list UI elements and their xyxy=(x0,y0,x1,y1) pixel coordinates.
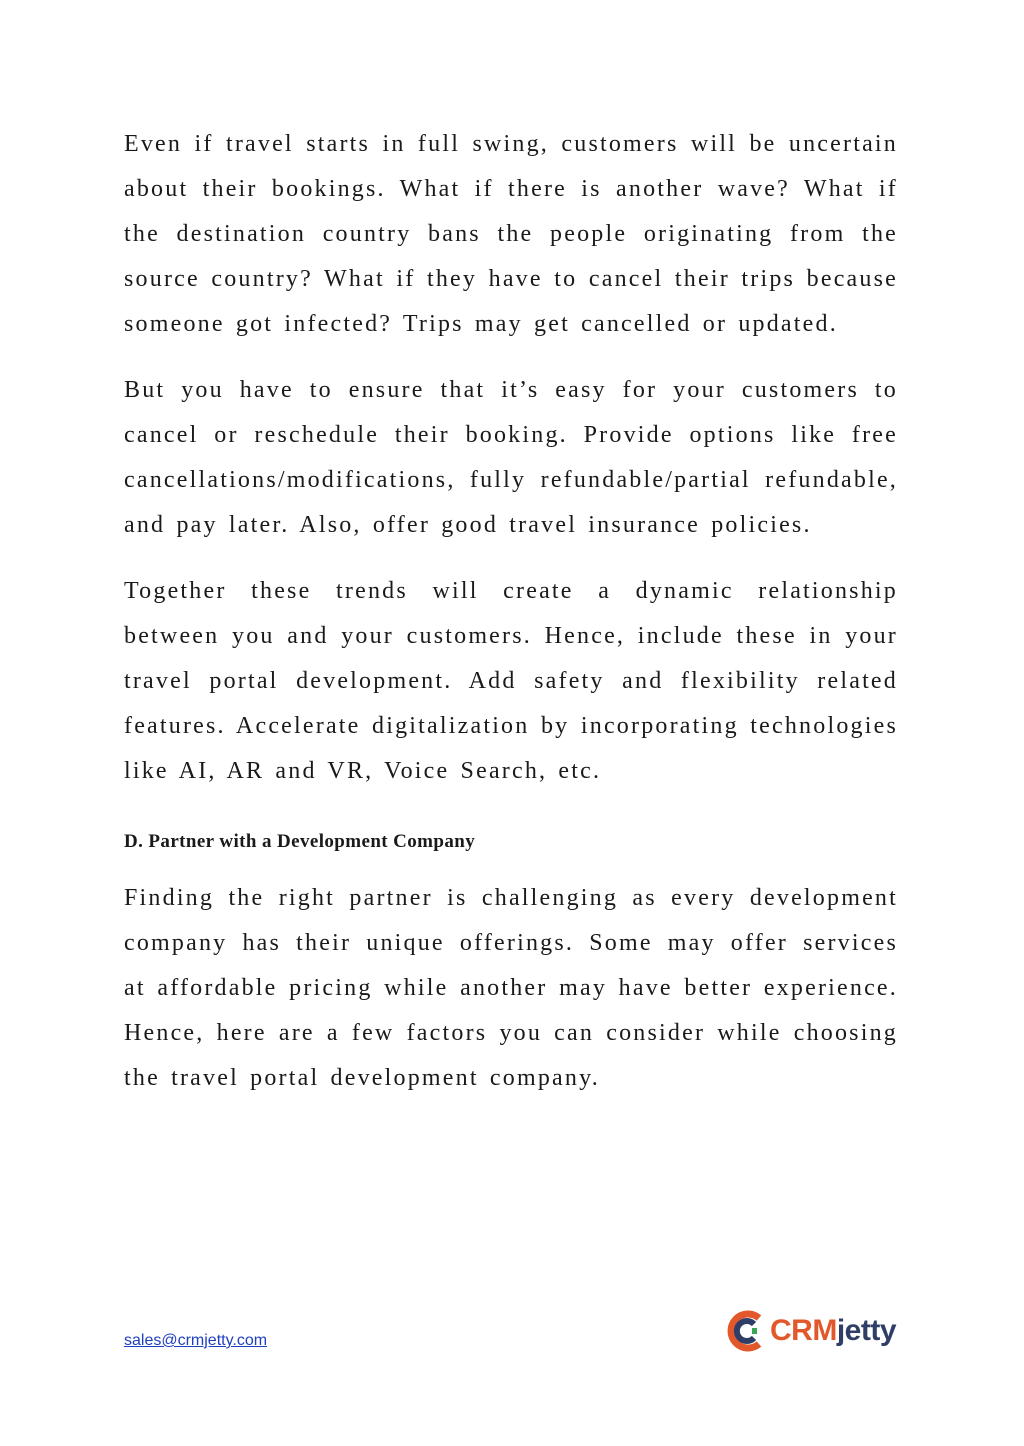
logo-wordmark xyxy=(770,1316,896,1346)
email-link[interactable]: sales@crmjetty.com xyxy=(124,1332,268,1349)
paragraph-dynamic-relationship: Together these trends will create a dynamic relationship between you and your customers. Hence, include these in your travel portal development. Add safety and flexibility related features. Accelerate digitalization by incorporating technologies like AI, AR and VR, Voice Search, etc. xyxy=(124,578,898,784)
crmjetty-logo xyxy=(722,1306,902,1356)
paragraph-cancel-reschedule: But you have to ensure that it’s easy for your customers to cancel or reschedule their booking. Provide options like free cancellations/modifications, fully refundable/partial refundable, and pay later. Also, offer good travel insurance policies. xyxy=(124,377,898,538)
crmjetty-c-logo-icon xyxy=(722,1308,768,1354)
paragraph-uncertain-bookings: Even if travel starts in full swing, customers will be uncertain about their bookings. What if there is another wave? What if the destination country bans the people originating from the source country? What if they have to cancel their trips because someone got infected? Trips may get cancelled or updated. xyxy=(124,131,898,337)
page-footer xyxy=(0,1300,1024,1380)
section-heading: D. Partner with a Development Company xyxy=(124,831,476,852)
logo-text-jetty: jetty xyxy=(836,1314,897,1347)
logo-text-crm: CRM xyxy=(770,1314,837,1347)
paragraph-finding-partner: Finding the right partner is challenging as every development company has their unique offerings. Some may offer services at affordable pricing while another may have better experience. Hence, here are a few factors you can consider while choosing the travel portal development company. xyxy=(124,885,898,1091)
document-body xyxy=(124,122,898,1122)
